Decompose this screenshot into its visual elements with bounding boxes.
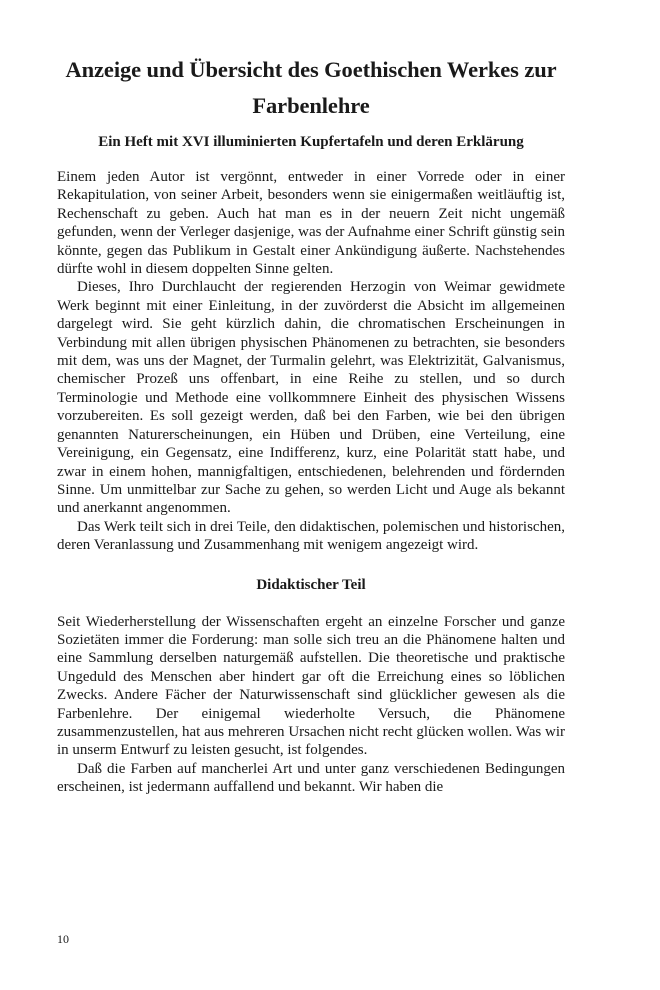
title-line-1: Anzeige und Übersicht des Goethischen Werkes zur [65,57,557,82]
title-line-2: Farbenlehre [252,93,370,118]
paragraph: Dieses, Ihro Durchlaucht der regierenden Herzogin von Weimar gewidmete Werk beginnt mit einer Einleitung, in der zuvörderst die Absicht im allgemeinen dargelegt wird. Sie geht kürzlich dahin, die chromatischen Erscheinungen in Verbindung mit allen übrigen physischen Phänomenen zu betrachten, sie besonders mit dem, was uns der Magnet, der Turmalin gelehrt, was Elektrizität, Galvanismus, chemischer Prozeß uns offenbart, in eine Reihe zu stellen, und so durch Terminologie und Methode eine vollkommnere Einheit des physischen Wissens vorzubereiten. Es soll gezeigt werden, daß bei den Farben, wie bei den übrigen genannten Naturerscheinungen, ein Hüben und Drüben, eine Verteilung, eine Vereinigung, ein Gegensatz, eine Indifferenz, kurz, eine Polarität statt habe, und zwar in einem hohen, mannigfaltigen, entschiedenen, belehrenden und fördernden Sinne. Um unmittelbar zur Sache zu gehen, so werden Licht und Auge als bekannt und anerkannt angenommen. [57,279,565,517]
intro-body [57,168,565,555]
paragraph: Das Werk teilt sich in drei Teile, den didaktischen, polemischen und historischen, deren Veranlassung und Zusammenhang mit wenigem angezeigt wird. [57,518,565,554]
paragraph: Einem jeden Autor ist vergönnt, entweder in einer Vorrede oder in einer Rekapitulation, von seiner Arbeit, besonders wenn sie einigermaßen weitläuftig ist, Rechenschaft zu geben. Auch hat man es in der neuern Zeit nicht ungemäß gefunden, wenn der Verleger dasjenige, was der Aufnahme einer Schrift günstig sein könnte, gegen das Publikum in Gestalt einer Ankündigung äußerte. Nachstehendes dürfte wohl in diesem doppelten Sinne gelten. [57,169,565,278]
paragraph: Seit Wiederherstellung der Wissenschaften ergeht an einzelne Forscher und ganze Sozietäten immer die Forderung: man solle sich treu an die Phänomene halten und eine Sammlung derselben naturgemäß aufstellen. Die theoretische und praktische Ungeduld des Menschen aber hindert gar oft die Erreichung eines so löblichen Zwecks. Andere Fächer der Naturwissenschaft sind glücklicher gewesen als die Farbenlehre. Der einigemal wiederholte Versuch, die Phänomene zusammenzustellen, hat aus mehreren Ursachen nicht recht glücken wollen. Was wir in unserm Entwurf zu leisten gesucht, ist folgendes. [57,613,565,759]
page-number: 10 [57,932,69,946]
section-body [57,613,565,797]
paragraph: Daß die Farben auf mancherlei Art und unter ganz verschiedenen Bedingungen erscheinen, ist jedermann auffallend und bekannt. Wir haben die [57,760,565,796]
section-heading: Didaktischer Teil [256,576,366,593]
page-content [57,52,565,797]
subtitle: Ein Heft mit XVI illuminierten Kupfertafeln und deren Erklärung [98,134,524,150]
page-title [57,52,565,124]
